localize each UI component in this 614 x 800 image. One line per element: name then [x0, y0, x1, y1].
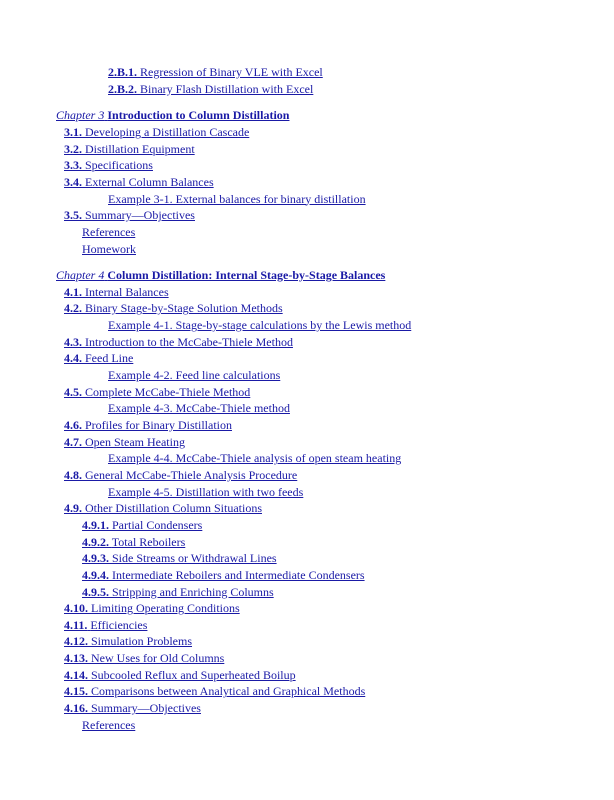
- section-number: 4.14.: [64, 667, 88, 682]
- chapter-link[interactable]: [56, 268, 385, 282]
- chapter-number: Chapter 3: [56, 108, 105, 123]
- toc-link[interactable]: [108, 485, 303, 499]
- section-title: Subcooled Reflux and Superheated Boilup: [91, 667, 296, 682]
- toc-link[interactable]: [64, 158, 153, 172]
- toc-link[interactable]: [64, 684, 365, 698]
- toc-entry: [82, 584, 274, 600]
- section-number: 3.3.: [64, 158, 82, 173]
- section-title: References: [82, 224, 136, 239]
- toc-link[interactable]: [64, 618, 147, 632]
- toc-entry: [64, 650, 224, 666]
- section-number: 4.4.: [64, 351, 82, 366]
- toc-link[interactable]: [64, 634, 192, 648]
- chapter-title: Column Distillation: Internal Stage-by-Stage Balances: [107, 268, 386, 283]
- toc-entry: [64, 600, 240, 616]
- toc-link[interactable]: [108, 368, 280, 382]
- toc-link[interactable]: [64, 301, 283, 315]
- section-title: Example 4-1. Stage-by-stage calculations by the Lewis method: [108, 318, 412, 333]
- toc-link[interactable]: [82, 518, 202, 532]
- toc-link[interactable]: [64, 501, 262, 515]
- toc-entry: [82, 241, 136, 257]
- toc-entry: [64, 417, 232, 433]
- section-title: Feed Line: [85, 351, 134, 366]
- chapter-heading: [56, 107, 289, 123]
- section-number: 4.5.: [64, 384, 82, 399]
- section-title: Efficiencies: [90, 617, 148, 632]
- toc-entry: [64, 384, 250, 400]
- section-title: Profiles for Binary Distillation: [85, 418, 232, 432]
- toc-link[interactable]: [82, 568, 365, 582]
- section-title: Example 4-2. Feed line calculations: [108, 368, 281, 383]
- section-title: Example 4-5. Distillation with two feeds: [108, 484, 304, 499]
- section-number: 4.15.: [64, 684, 88, 699]
- toc-link[interactable]: [64, 125, 249, 139]
- toc-entry: [64, 207, 195, 223]
- toc-link[interactable]: [108, 65, 323, 79]
- section-title: References: [82, 717, 136, 732]
- toc-link[interactable]: [64, 285, 169, 299]
- section-title: Example 4-4. McCabe-Thiele analysis of open steam heating: [108, 451, 402, 466]
- section-number: 4.13.: [64, 651, 88, 666]
- toc-entry: [108, 81, 313, 97]
- toc-link[interactable]: [108, 192, 366, 206]
- section-title: Partial Condensers: [112, 517, 203, 532]
- chapter-number: Chapter 4: [56, 268, 105, 283]
- section-title: Internal Balances: [85, 284, 169, 299]
- toc-link[interactable]: [64, 142, 195, 156]
- toc-link[interactable]: [64, 385, 250, 399]
- toc-entry: [82, 717, 135, 733]
- section-title: Summary—Objectives: [91, 701, 201, 716]
- section-title: Intermediate Reboilers and Intermediate Condensers: [112, 567, 365, 582]
- section-title: Total Reboilers: [111, 534, 186, 549]
- toc-entry: [64, 667, 296, 683]
- section-number: 4.12.: [64, 634, 88, 649]
- toc-entry: [64, 334, 293, 350]
- section-number: 3.1.: [64, 124, 82, 139]
- section-title: Developing a Distillation Cascade: [85, 124, 250, 139]
- toc-link[interactable]: [82, 242, 136, 256]
- section-number: 2.B.1.: [108, 65, 138, 79]
- toc-entry: [82, 567, 365, 583]
- toc-entry: [64, 124, 249, 140]
- toc-entry: [108, 191, 366, 207]
- toc-link[interactable]: [64, 208, 195, 222]
- toc-link[interactable]: [64, 435, 185, 449]
- section-number: 4.16.: [64, 701, 88, 716]
- section-number: 2.B.2.: [108, 81, 138, 96]
- toc-entry: [108, 317, 411, 333]
- section-title: Stripping and Enriching Columns: [112, 584, 274, 599]
- section-title: Specifications: [85, 158, 153, 173]
- toc-entry: [108, 367, 280, 383]
- section-number: 4.2.: [64, 301, 82, 316]
- section-number: 3.4.: [64, 174, 82, 189]
- section-number: 4.9.5.: [82, 584, 109, 599]
- toc-link[interactable]: [108, 451, 401, 465]
- section-number: 4.10.: [64, 601, 88, 616]
- toc-entry: [82, 550, 277, 566]
- toc-link[interactable]: [64, 651, 224, 665]
- toc-entry: [64, 617, 147, 633]
- toc-link[interactable]: [64, 351, 133, 365]
- toc-entry: [64, 157, 153, 173]
- toc-entry: [64, 284, 169, 300]
- toc-link[interactable]: [64, 701, 201, 715]
- section-title: Example 3-1. External balances for binary distillation: [108, 191, 366, 206]
- toc-entry: [108, 450, 401, 466]
- toc-link[interactable]: [64, 668, 296, 682]
- toc-link[interactable]: [64, 418, 232, 432]
- toc-entry: [64, 434, 185, 450]
- toc-link[interactable]: [82, 585, 274, 599]
- toc-link[interactable]: [108, 401, 290, 415]
- toc-entry: [64, 700, 201, 716]
- toc-link[interactable]: [108, 318, 411, 332]
- toc-entry: [64, 633, 192, 649]
- section-title: Open Steam Heating: [85, 434, 185, 449]
- section-title: Introduction to the McCabe-Thiele Method: [85, 334, 293, 349]
- toc-link[interactable]: [82, 718, 135, 732]
- section-title: Other Distillation Column Situations: [85, 501, 262, 516]
- chapter-title: Introduction to Column Distillation: [107, 108, 290, 123]
- toc-link[interactable]: [64, 335, 293, 349]
- toc-entry: [64, 350, 133, 366]
- toc-link[interactable]: [64, 175, 214, 189]
- toc-entry: [108, 64, 323, 80]
- section-number: 4.9.2.: [82, 534, 109, 549]
- section-title: Binary Flash Distillation with Excel: [140, 81, 314, 96]
- toc-entry: [108, 400, 290, 416]
- section-title: Summary—Objectives: [85, 208, 195, 223]
- section-number: 4.9.4.: [82, 567, 109, 582]
- section-title: Comparisons between Analytical and Graphical Methods: [91, 684, 366, 699]
- toc-entry: [64, 467, 297, 483]
- toc-entry: [64, 500, 262, 516]
- section-number: 4.11.: [64, 617, 88, 632]
- toc-entry: [82, 517, 202, 533]
- toc-entry: [64, 683, 365, 699]
- toc-entry: [64, 174, 214, 190]
- toc-link[interactable]: [108, 82, 313, 96]
- section-title: New Uses for Old Columns: [91, 651, 225, 666]
- toc-link[interactable]: [64, 601, 240, 615]
- toc-link[interactable]: [82, 535, 185, 549]
- toc-link[interactable]: [82, 225, 135, 239]
- toc-link[interactable]: [82, 551, 277, 565]
- section-title: Binary Stage-by-Stage Solution Methods: [85, 301, 283, 316]
- toc-entry: [82, 534, 185, 550]
- section-title: General McCabe-Thiele Analysis Procedure: [85, 467, 298, 482]
- section-title: External Column Balances: [85, 174, 214, 189]
- section-number: 4.3.: [64, 334, 82, 349]
- section-title: Homework: [82, 241, 136, 256]
- toc-link[interactable]: [64, 468, 297, 482]
- toc-entry: [108, 484, 303, 500]
- section-number: 3.5.: [64, 208, 82, 223]
- section-number: 4.6.: [64, 418, 82, 432]
- section-number: 4.9.: [64, 501, 82, 516]
- section-title: Example 4-3. McCabe-Thiele method: [108, 401, 290, 416]
- section-title: Side Streams or Withdrawal Lines: [112, 551, 277, 566]
- section-title: Regression of Binary VLE with Excel: [140, 65, 323, 79]
- section-title: Limiting Operating Conditions: [91, 601, 240, 616]
- section-title: Distillation Equipment: [85, 141, 195, 156]
- section-number: 3.2.: [64, 141, 82, 156]
- chapter-link[interactable]: [56, 108, 289, 122]
- section-number: 4.7.: [64, 434, 82, 449]
- toc-entry: [64, 300, 283, 316]
- chapter-heading: [56, 267, 385, 283]
- toc-entry: [82, 224, 135, 240]
- section-number: 4.9.1.: [82, 517, 109, 532]
- section-number: 4.8.: [64, 467, 82, 482]
- section-number: 4.9.3.: [82, 551, 109, 566]
- section-number: 4.1.: [64, 284, 82, 299]
- section-title: Complete McCabe-Thiele Method: [85, 384, 251, 399]
- toc-entry: [64, 141, 195, 157]
- section-title: Simulation Problems: [91, 634, 193, 649]
